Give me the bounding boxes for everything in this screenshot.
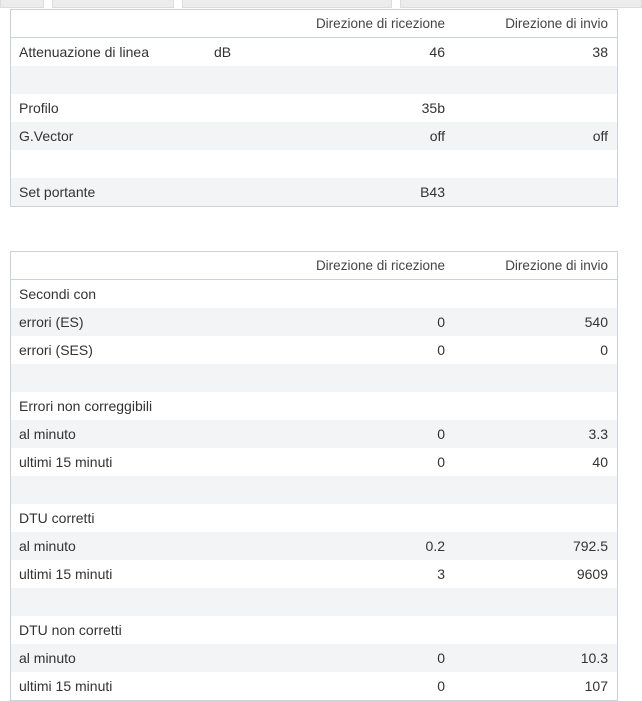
error-stats-table [10, 251, 618, 701]
row-label: ultimi 15 minuti [19, 678, 113, 694]
row-label: al minuto [19, 650, 76, 666]
table-row [11, 392, 617, 420]
tab-2[interactable] [52, 0, 174, 8]
row-label: G.Vector [19, 128, 74, 144]
table-row [11, 476, 617, 504]
table-row [11, 616, 617, 644]
row-label: Profilo [19, 100, 59, 116]
table-row [11, 38, 617, 66]
tab-strip [0, 0, 642, 8]
row-label: al minuto [19, 538, 76, 554]
table-row [11, 560, 617, 588]
table-row [11, 66, 617, 94]
table-row [11, 280, 617, 308]
line-stats-table [10, 9, 618, 207]
row-tx-value: 107 [584, 678, 608, 694]
row-tx-value: 40 [592, 454, 608, 470]
table-row [11, 504, 617, 532]
table-row [11, 644, 617, 672]
row-label: Errori non correggibili [19, 398, 153, 414]
table-row [11, 308, 617, 336]
row-tx-value: off [592, 128, 608, 144]
table-row [11, 150, 617, 178]
row-rx-value: 0 [437, 650, 445, 666]
row-tx-value: 3.3 [588, 426, 608, 442]
row-tx-value: 10.3 [580, 650, 608, 666]
table-row [11, 420, 617, 448]
header-tx: Direzione di invio [505, 258, 608, 273]
tab-4[interactable] [400, 0, 642, 8]
row-tx-value: 540 [584, 314, 608, 330]
table-row [11, 178, 617, 206]
header-tx: Direzione di invio [505, 16, 608, 31]
row-tx-value: 9609 [576, 566, 608, 582]
row-label: DTU non corretti [19, 622, 122, 638]
row-tx-value: 0 [600, 342, 608, 358]
row-unit: dB [214, 44, 232, 60]
row-rx-value: 0.2 [425, 538, 445, 554]
row-rx-value: off [429, 128, 445, 144]
row-label: Attenuazione di linea [19, 44, 149, 60]
row-label: errori (SES) [19, 342, 93, 358]
table-row [11, 94, 617, 122]
row-rx-value: 46 [429, 44, 445, 60]
row-tx-value: 792.5 [572, 538, 608, 554]
row-label: ultimi 15 minuti [19, 566, 113, 582]
row-label: DTU corretti [19, 510, 95, 526]
table-row [11, 532, 617, 560]
table-header [11, 10, 617, 38]
row-rx-value: 35b [421, 100, 445, 116]
row-rx-value: 3 [437, 566, 445, 582]
row-label: ultimi 15 minuti [19, 454, 113, 470]
table-row [11, 448, 617, 476]
header-rx: Direzione di ricezione [315, 16, 445, 31]
table-row [11, 122, 617, 150]
row-label: Secondi con [19, 286, 97, 302]
tab-3[interactable] [182, 0, 392, 8]
row-rx-value: B43 [420, 184, 445, 200]
table-header [11, 252, 617, 280]
row-label: al minuto [19, 426, 76, 442]
row-label: errori (ES) [19, 314, 84, 330]
row-rx-value: 0 [437, 454, 445, 470]
row-label: Set portante [19, 184, 96, 200]
table-row [11, 672, 617, 700]
table-row [11, 588, 617, 616]
row-rx-value: 0 [437, 314, 445, 330]
row-tx-value: 38 [592, 44, 608, 60]
table-row [11, 364, 617, 392]
header-rx: Direzione di ricezione [315, 258, 445, 273]
table-row [11, 336, 617, 364]
row-rx-value: 0 [437, 426, 445, 442]
tab-1[interactable] [0, 0, 44, 8]
row-rx-value: 0 [437, 342, 445, 358]
row-rx-value: 0 [437, 678, 445, 694]
